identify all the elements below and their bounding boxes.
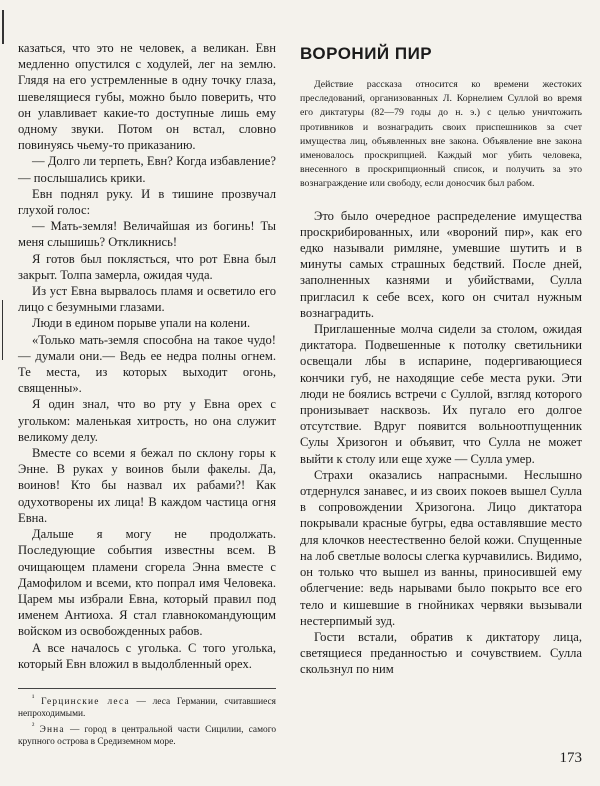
footnote-text: — город в центральной части Сицилии, самого крупного острова в Средиземном море.	[18, 725, 277, 748]
footnote-text: — леса Германии, считавшиеся непроходимыми.	[18, 697, 276, 720]
scan-edge-mark	[2, 300, 3, 360]
footnote-2	[18, 720, 276, 748]
right-column	[300, 40, 582, 678]
paragraph: Приглашенные молча сидели за столом, ожидая диктатора. Подвешенные к потолку светильники освещали лбы в испарине, подергивающиеся кончики губ, не находящие себе места руки. Эти люди не боялись встречи с Суллой, взгляд которого пронизывает насквозь. Их пугало его долгое отсутствие. Вдруг появится вольноотпущенник Сулы Хризогон и объявит, что Сулла не может выйти к столу или еще хуже — Сулла умер.	[300, 322, 582, 466]
paragraph: Вместе со всеми я бежал по склону горы к Энне. В руках у воинов были факелы. Да, воинов! Кто бы назвал их рабами?! Как одухотворены их лица! В каждом частица огня Евна.	[18, 446, 276, 525]
paragraph: Страхи оказались напрасными. Неслышно отдернулся занавес, и из своих покоев вышел Сулла в сопровождении Хризогона. Лицо диктатора покрывали красные бугры, едва оставлявшие место для клочков неестественно белой кожи. Спущенные на лоб светлые волосы слегка курчавились. Видимо, он только что вышел из ванны, приносившей ему облегчение: ведь нарывами было покрыто все его тело и кишевшие в гнойниках червяки вызывали нестерпимый зуд.	[300, 467, 582, 628]
footnote-number: ²	[32, 721, 35, 731]
page-number: 173	[559, 750, 582, 766]
paragraph: — Долго ли терпеть, Евн? Когда избавление? — послышались крики.	[18, 154, 276, 185]
footnotes	[18, 688, 276, 748]
paragraph: Евн поднял руку. И в тишине прозвучал глухой голос:	[18, 186, 276, 218]
story-intro	[300, 78, 582, 192]
paragraph: Из уст Евна вырвалось пламя и осветило его лицо с безумными глазами.	[18, 284, 276, 315]
left-column	[18, 40, 276, 672]
intro-text: Действие рассказа относится ко времени жестоких преследований, организованных Л. Корнелием Суллой во время его диктатуры (82—79 годы до н. э.) с целью уничтожить противников и вознаградить своих приспешников за счет имущества лиц, объявленных вне закона. Объявление вне закона именовалось проскрипцией. Каждый мог убить человека, внесенного в проскрипционный список, и получить за это вознаграждение или свободу, если доносчик был рабом.	[300, 79, 582, 190]
paragraph: Я один знал, что во рту у Евна орех с угольком: маленькая хитрость, но она служит великому делу.	[18, 397, 276, 444]
paragraph: «Только мать-земля способна на такое чудо! — думали они.— Ведь ее недра полны огнем. Те места, из которых выходит огонь, священны».	[18, 332, 276, 396]
paragraph: казаться, что это не человек, а великан. Евн медленно опустился с ходулей, лег на землю. Глядя на его устремленные в одну точку глаза, шевелящиеся губы, можно было поверить, что он улавливает какие-то доступные лишь ему одному звуки. Потом он встал, словно повинуясь чьему-то приказанию.	[18, 41, 276, 153]
paragraph: Люди в едином порыве упали на колени.	[32, 316, 251, 331]
scan-edge-mark	[2, 10, 4, 44]
paragraph: — Мать-земля! Величайшая из богинь! Ты меня слышишь? Откликнись!	[18, 219, 276, 250]
story-title: ВОРОНИЙ ПИР	[300, 44, 433, 63]
footnote-term: Энна	[39, 725, 65, 736]
paragraph: Я готов был поклясться, что рот Евна был закрыт. Толпа замерла, ожидая чуда.	[18, 251, 276, 282]
paragraph: Это было очередное распределение имущества проскрибированных, или «вороний пир», как его едко называли римляне, умевшие шутить и в минуты самых страшных бедствий. После дней, заполненных казнями и убийствами, Сулла пригласил к себе всех, кого он считал нужным вознаградить.	[300, 208, 582, 320]
paragraph: Гости встали, обратив к диктатору лица, светящиеся преданностью и сочувствием. Сулла скользнул по ним	[300, 629, 582, 677]
footnote-1	[18, 692, 276, 720]
paragraph: Дальше я могу не продолжать. Последующие события известны всем. В очищающем пламени сгорела Энна вместе с Дамофилом и всеми, кто попрал имя Человека. Царем мы избрали Евна, который правил под именем Антиоха. Я стал главнокомандующим войском из освобожденных рабов.	[18, 527, 276, 639]
footnote-term: Герцинские леса	[41, 697, 130, 708]
footnote-number: ¹	[32, 693, 35, 702]
paragraph: А все началось с уголька. С того уголька, который Евн вложил в выдолбленный орех.	[18, 640, 276, 671]
